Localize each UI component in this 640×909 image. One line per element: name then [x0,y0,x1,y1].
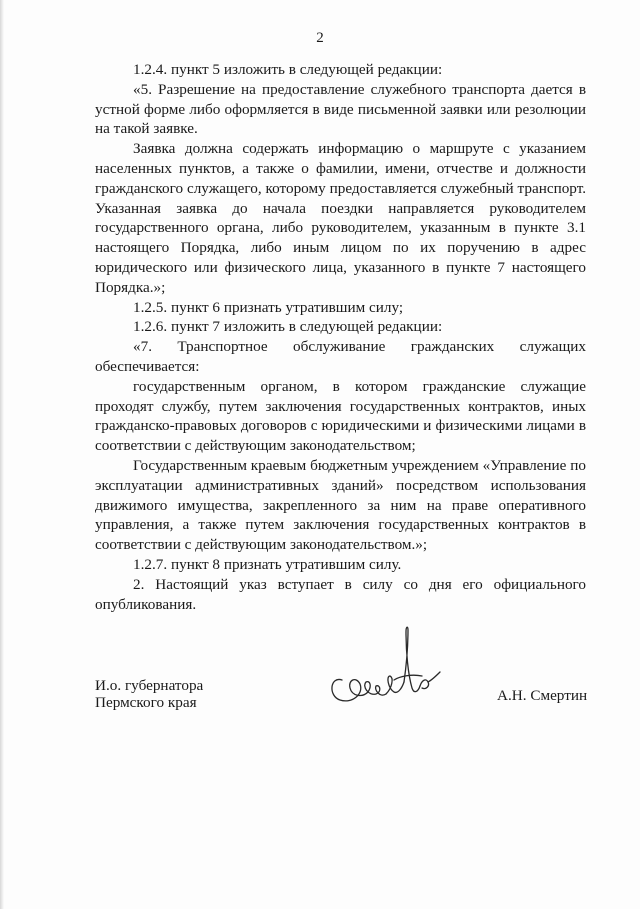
paragraph-1-2-6: 1.2.6. пункт 7 изложить в следующей редакции: [133,318,443,336]
paragraph-effective-date: 2. Настоящий указ вступает в силу со дня его официального опубликования. [95,575,586,613]
signatory-position-line1: И.о. губернатора [95,677,204,694]
scan-edge-shadow [0,0,4,909]
paragraph-1-2-7: 1.2.7. пункт 8 признать утратившим силу. [133,555,402,573]
document-body [95,60,586,614]
signatory-position-line2: Пермского края [95,694,197,711]
page-number: 2 [316,30,324,46]
paragraph-point-5: «5. Разрешение на предоставление служебного транспорта дается в устной форме либо оформляется в виде письменной заявки или резолюции на такой заявке. [95,80,586,138]
handwritten-signature [322,618,447,718]
paragraph-state-body: государственным органом, в котором гражданские служащие проходят службу, путем заключения государственных контрактов, иных гражданско-правовых договоров с юридическими и физическими лицами в соответствии с действующим законодательством; [95,377,586,455]
paragraph-institution: Государственным краевым бюджетным учреждением «Управление по эксплуатации административных зданий» посредством использования движимого имущества, закрепленного за ним на праве оперативного управления, а также путем заключения государственных контрактов в соответствии с действующим законодательством.»; [95,456,586,554]
paragraph-application: Заявка должна содержать информацию о маршруте с указанием населенных пунктов, а также о фамилии, имени, отчестве и должности гражданского служащего, которому предоставляется служебный транспорт. Указанная заявка до начала поездки направляется руководителем государственного органа, либо руководителем, указанным в пункте 3.1 настоящего Порядка, либо иным лицом по их поручению в адрес юридического или физического лица, указанного в пункте 7 настоящего Порядка.»; [95,140,586,296]
paragraph-1-2-4: 1.2.4. пункт 5 изложить в следующей редакции: [133,61,443,78]
paragraph-point-7: «7. Транспортное обслуживание гражданских служащих обеспечивается: [95,338,586,375]
signatory-position [95,677,203,711]
paragraph-1-2-5: 1.2.5. пункт 6 признать утратившим силу; [133,298,404,316]
signatory-name: А.Н. Смертин [497,687,588,704]
